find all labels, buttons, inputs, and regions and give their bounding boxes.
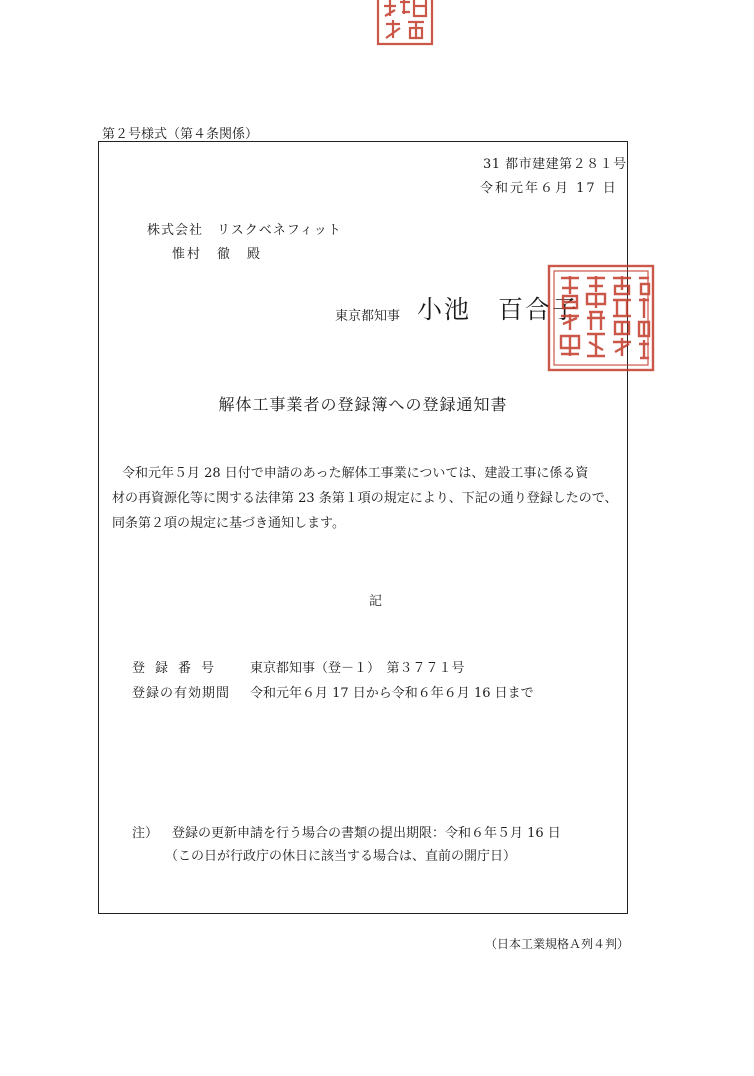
registration-number-label: 登録番号 bbox=[132, 661, 225, 676]
note-line-1: 登録の更新申請を行う場合の書類の提出期限：令和６年５月 16 日 bbox=[172, 826, 561, 841]
document-title: 解体工事業者の登録簿への登録通知書 bbox=[218, 395, 508, 414]
note-marker: 注） bbox=[132, 826, 159, 841]
body-paragraph bbox=[112, 461, 620, 536]
document-number: 31 都市建建第２８１号 bbox=[483, 157, 627, 172]
ki-marker: 記 bbox=[369, 594, 383, 609]
validity-period-value: 令和元年６月 17 日から令和６年６月 16 日まで bbox=[250, 686, 534, 701]
validity-period-label: 登録の有効期間 bbox=[132, 686, 231, 701]
recipient-person: 惟村 徹 殿 bbox=[172, 247, 263, 262]
body-line-3: 同条第２項の規定に基づき通知します。 bbox=[112, 516, 345, 531]
paper-size-note: （日本工業規格Ａ列４判） bbox=[485, 937, 630, 951]
top-seal-stamp bbox=[374, 0, 436, 50]
form-label: 第２号様式（第４条関係） bbox=[102, 127, 259, 142]
recipient-company: 株式会社 リスクベネフィット bbox=[147, 223, 342, 238]
issuer-name: 小池 百合子 bbox=[417, 295, 580, 324]
body-line-1: 令和元年５月 28 日付で申請のあった解体工事業については、建設工事に係る資 bbox=[122, 466, 589, 481]
note-line-2: （この日が行政庁の休日に該当する場合は、直前の開庁日） bbox=[165, 849, 517, 864]
governor-seal-stamp bbox=[545, 262, 657, 374]
body-line-2: 材の再資源化等に関する法律第 23 条第１項の規定により、下記の通り登録したので、 bbox=[112, 491, 618, 506]
issuer-title: 東京都知事 bbox=[335, 309, 401, 324]
registration-number-value: 東京都知事（登－１） 第３７７１号 bbox=[250, 661, 465, 676]
document-date: 令和元年６月 17 日 bbox=[480, 181, 618, 196]
